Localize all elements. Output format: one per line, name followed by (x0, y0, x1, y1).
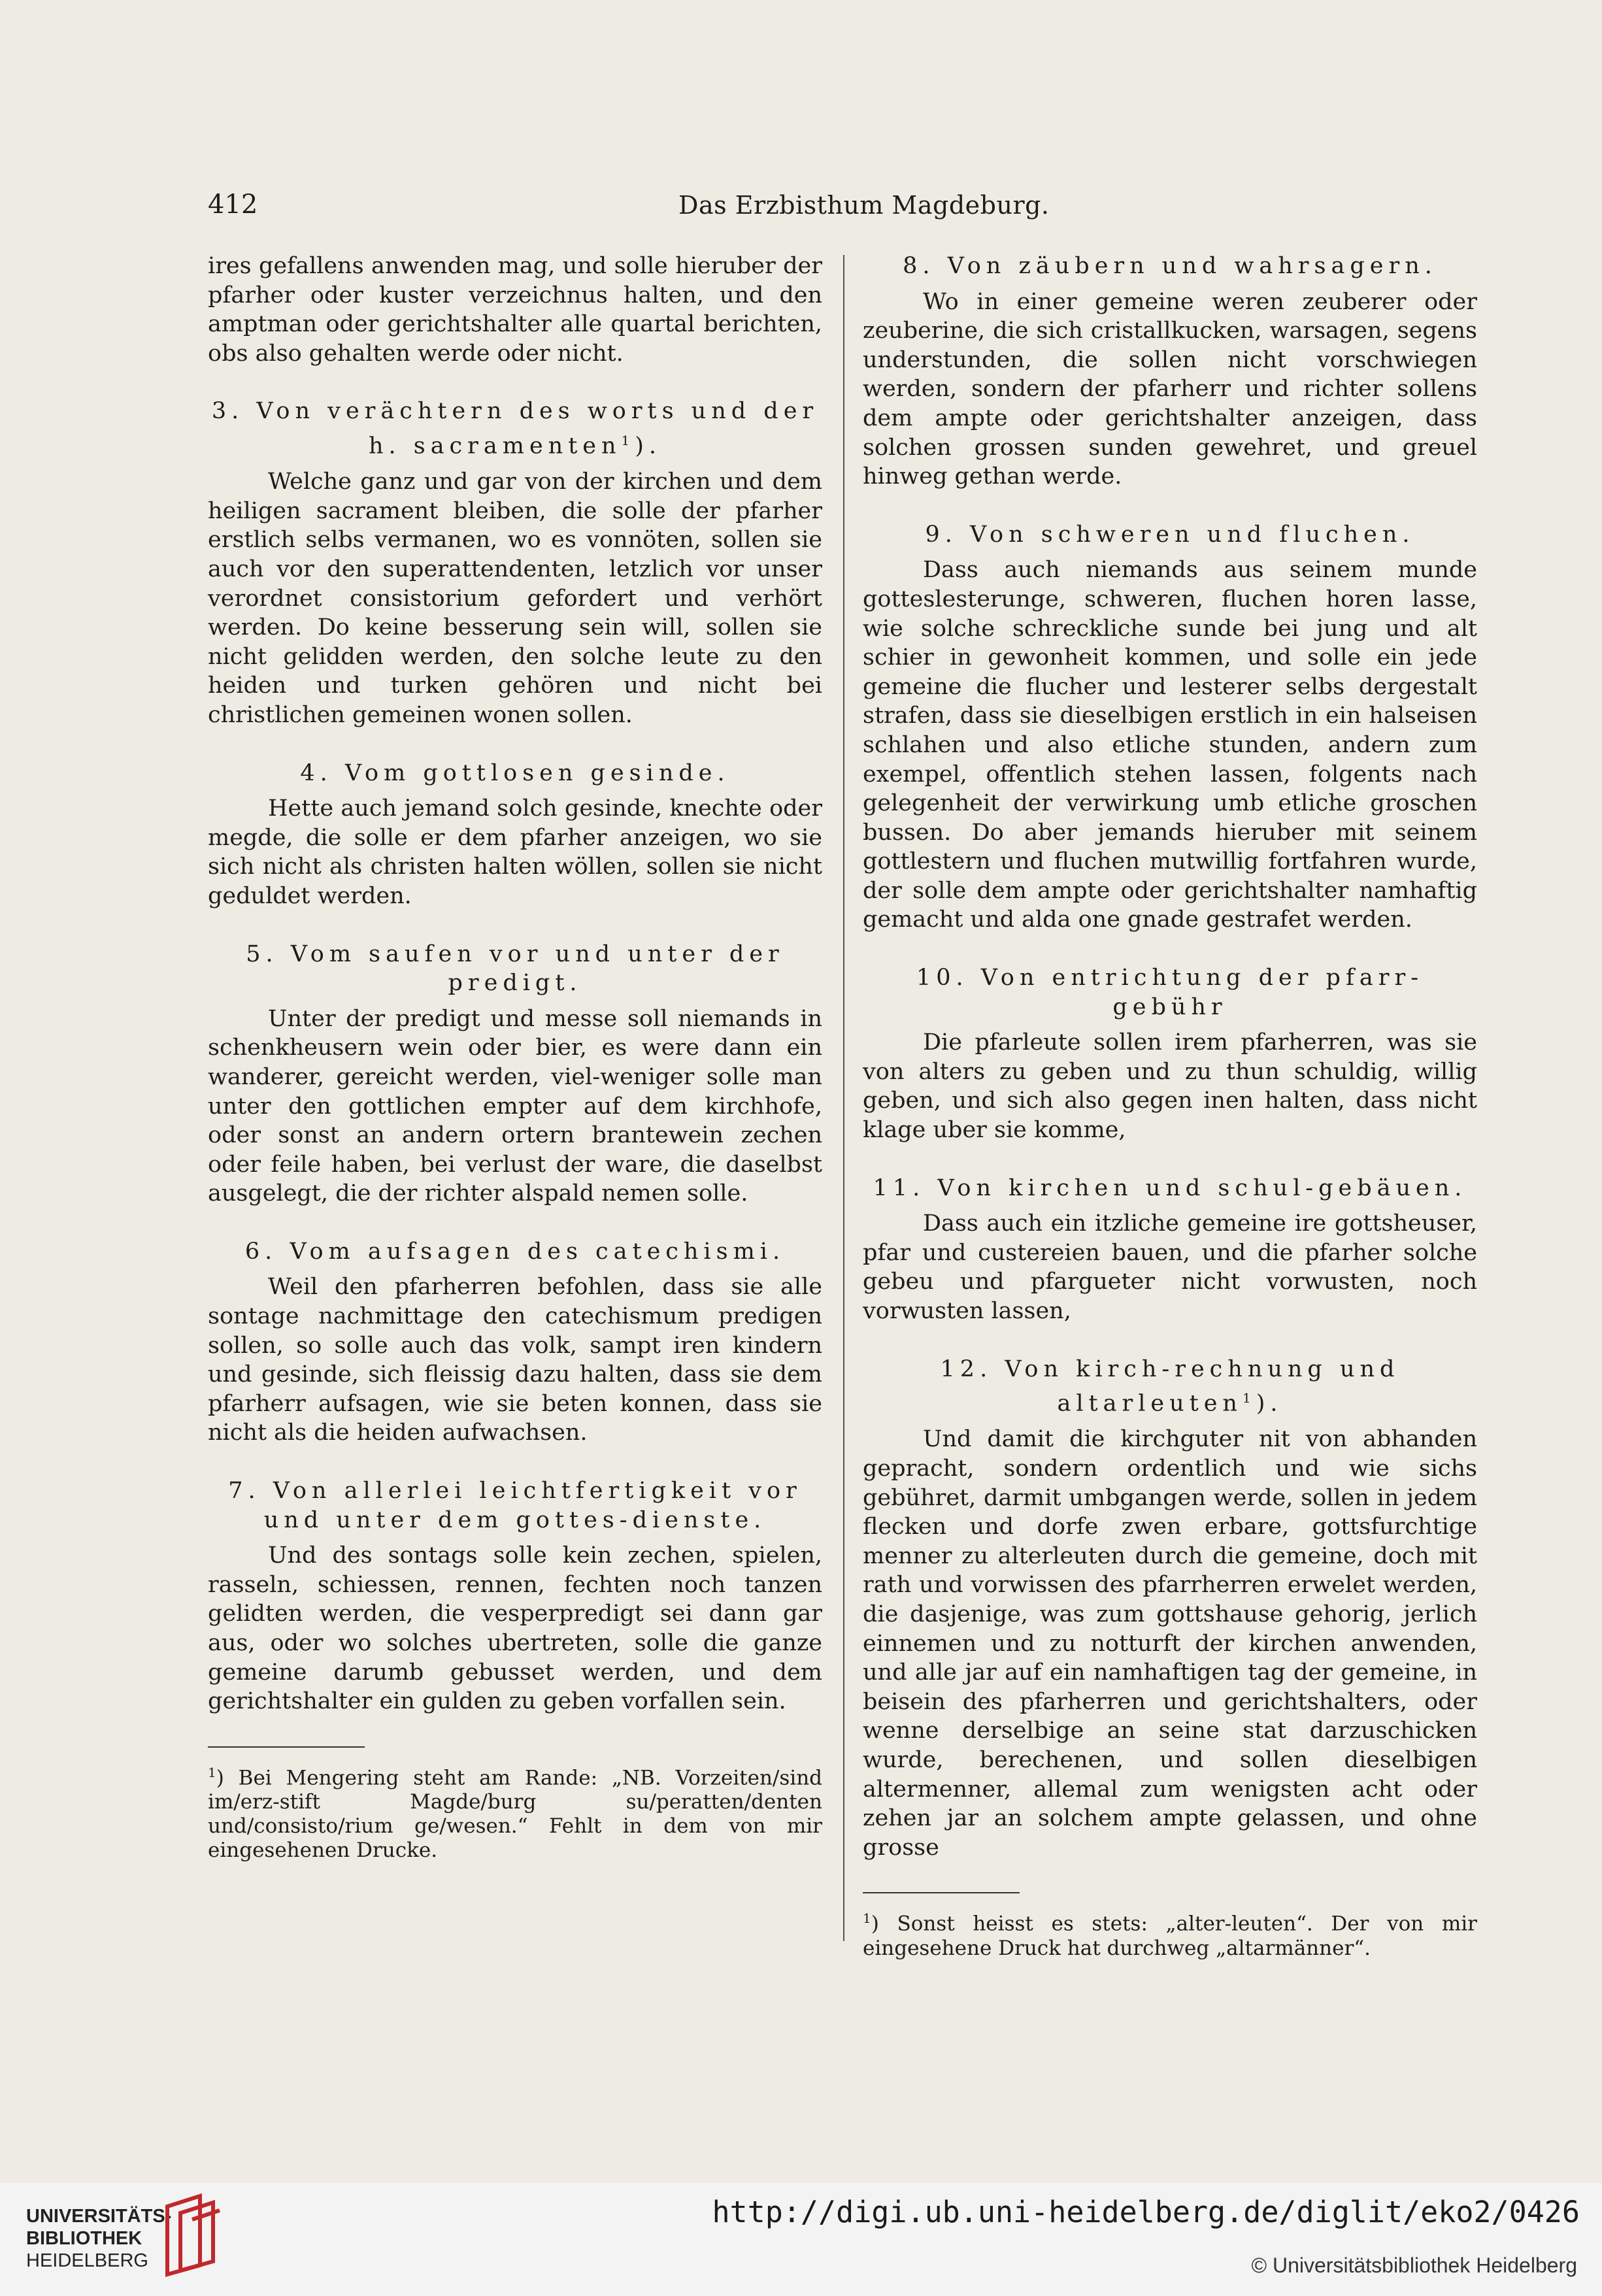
column-divider (843, 255, 844, 1941)
footnote-left: $^1$) Bei Mengering steht am Rande: „NB. Vorzeiten/sind im/erz-stift Magde/burg su/peratten/denten und/consisto/rium ge/wesen.“ Fehlt in dem von mir eingesehenen Drucke. (208, 1764, 822, 1863)
footnote-divider (208, 1746, 365, 1748)
copyright-notice: © Universitätsbibliothek Heidelberg (1251, 2254, 1577, 2277)
paragraph-11: Dass auch ein itzliche gemeine ire gottsheuser, pfar und custereien bauen, und die pfarher solche gebeu und pfargueter nicht vorwusten, noch vorwusten lassen, (863, 1210, 1477, 1324)
paragraph-7: Und des sontags solle kein zechen, spielen, rasseln, schiessen, rennen, fechten noch tanzen gelidten werden, die vesperpredigt sei dann gar aus, oder wo solches ubertreten, solle die ganze gemeine darumb gebusset werden, und dem gerichtshalter ein gulden zu geben vorfallen sein. (208, 1542, 822, 1715)
paragraph-8: Wo in einer gemeine weren zeuberer oder zeuberine, die sich cristallkucken, warsagen, segens understunden, die sollen nicht vorschwiegen werden, sondern der pfarherr und richter sollens dem ampte oder gerichtshalter anzeigen, dass solchen grossen sunden gewehret, und greuel hinweg gethan werde. (863, 288, 1477, 490)
footnote-marker: 1 (863, 1910, 871, 1927)
permalink-url[interactable]: http://digi.ub.uni-heidelberg.de/diglit/eko2/0426 (712, 2195, 1580, 2229)
left-column (208, 252, 822, 1863)
section-heading-9: 9. Von schweren und fluchen. (925, 521, 1415, 548)
footnote-marker: 1 (621, 432, 635, 448)
paragraph-5: Unter der predigt und messe soll niemands in schenkheusern wein oder bier, es were dann ein wanderer, gereicht werden, viel-weniger solle man unter den gottlichen empter auf dem kirchhofe, oder sonst an andern ortern brantewein zechen oder feile haben, bei verlust der ware, die daselbst ausgelegt, die der richter alspald nemen solle. (208, 1005, 822, 1207)
section-heading-3: 3. Von verächtern des worts und der h. sacramenten$^1$). (211, 398, 819, 459)
section-heading-12: 12. Von kirch-rechnung und altarleuten$^1$). (940, 1356, 1400, 1417)
paragraph-6: Weil den pfarherren befohlen, dass sie alle sontage nachmittage den catechismum predigen sollen, so solle auch das volk, sampt iren kindern und gesinde, sich fleissig dazu halten, dass sie dem pfarherr aufsagen, wie sie beten konnen, dass sie nicht als die heiden aufwachsen. (208, 1274, 822, 1446)
section-heading-5: 5. Vom saufen vor und unter der predigt. (246, 940, 784, 997)
library-logo-icon (161, 2193, 222, 2277)
right-column (863, 252, 1477, 1961)
section-heading-4: 4. Vom gottlosen gesinde. (300, 759, 730, 786)
paragraph-10: Die pfarleute sollen irem pfarherren, was sie von alters zu geben und zu thun schuldig, willig geben, und sich also gegen inen halten, dass nicht klage uber sie komme, (863, 1029, 1477, 1144)
paragraph-12: Und damit die kirchguter nit von abhanden gepracht, sondern ordentlich und wie sichs gebühret, darmit umbgangen werde, sollen in jedem flecken und dorfe zwen erbare, gottsfurchtige menner zu alterleuten durch die gemeine, doch mit rath und vorwissen des pfarrherren erwelet werden, die dasjenige, was zum gottshause gehorig, jerlich einnemen und zu notturft der kirchen anwenden, und alle jar auf ein namhaftigen tag der gemeine, in beisein des pfarherren und gerichtshalters, oder wenne derselbige an seine stat darzuschicken wurde, berechenen, und sollen dieselbigen altermenner, allemal zum wenigsten acht oder zehen jar an solchem ampte gelassen, und ohne grosse (863, 1426, 1477, 1861)
footnote-divider (863, 1892, 1020, 1893)
library-logo-text: UNIVERSITÄTS- BIBLIOTHEK HEIDELBERG (26, 2206, 172, 2271)
footnote-marker: 1 (1242, 1390, 1256, 1406)
paragraph-intro: ires gefallens anwenden mag, und solle hieruber der pfarher oder kuster verzeichnus halten, und den amptman oder gerichtshalter alle quartal berichten, obs also gehalten werde oder nicht. (208, 253, 822, 367)
paragraph-9: Dass auch niemands aus seinem munde gotteslesterunge, schweren, fluchen horen lasse, wie solche schreckliche sunde bei jung und alt schier in gewonheit kommen, und solle ein jede gemeine die flucher und lesterer selbs dergestalt strafen, dass sie dieselbigen erstlich in ein halseisen schlahen und also etliche stunden, andern zum exempel, offentlich stehen lassen, folgents nach gelegenheit der verwirkung umb etliche groschen bussen. Do aber jemands hieruber mit seinem gottlestern und fluchen mutwillig fortfahren wurde, der solle dem ampte oder gerichtshalter namhaftig gemacht und alda one gnade gestrafet werden. (863, 557, 1477, 933)
section-heading-11: 11. Von kirchen und schul-gebäuen. (873, 1174, 1467, 1201)
footnote-marker: 1 (208, 1764, 216, 1780)
section-heading-10: 10. Von entrichtung der pfarr-gebühr (916, 965, 1424, 1020)
section-heading-7: 7. Von allerlei leichtfertigkeit vor und unter dem gottes-dienste. (228, 1478, 802, 1533)
footnote-right: $^1$) Sonst heisst es stets: „alter-leuten“. Der von mir eingesehene Druck hat durchweg „altarmänner“. (863, 1910, 1477, 1960)
paragraph-4: Hette auch jemand solch gesinde, knechte oder megde, die solle er dem pfarher anzeigen, wo sie sich nicht als christen halten wöllen, sollen sie nicht geduldet werden. (208, 795, 822, 909)
page-number: 412 (208, 190, 258, 220)
running-title: Das Erzbisthum Magdeburg. (678, 191, 1050, 220)
paragraph-3: Welche ganz und gar von der kirchen und dem heiligen sacrament bleiben, die solle der pfarher erstlich selbs vermanen, wo es vonnöten, sollen sie auch vor den superattendenten, letzlich vor unser verordnet consistorium gefordert und verhört werden. Do keine besserung sein will, sollen sie nicht gelidden werden, den solche leute zu den heiden und turken gehören und nicht bei christlichen gemeinen wonen sollen. (208, 469, 822, 728)
section-heading-6: 6. Vom aufsagen des catechismi. (244, 1238, 786, 1265)
section-heading-8: 8. Von zäubern und wahrsagern. (903, 253, 1437, 279)
